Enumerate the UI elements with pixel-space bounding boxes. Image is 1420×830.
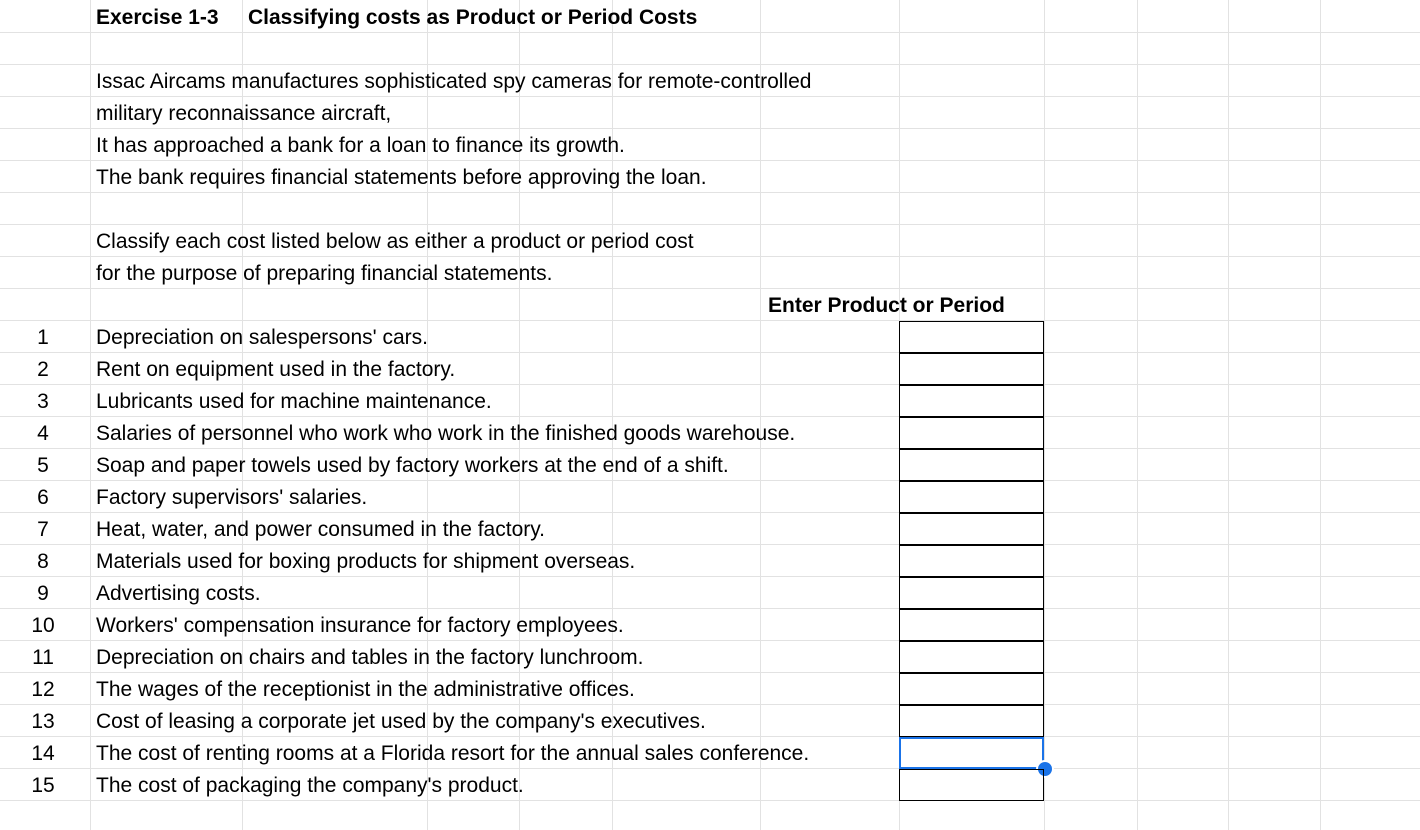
answer-cell[interactable] <box>899 769 1044 801</box>
row-gridline <box>0 64 1420 65</box>
answer-column-header: Enter Product or Period <box>768 294 1005 317</box>
answer-cell[interactable] <box>899 641 1044 673</box>
answer-cell[interactable] <box>899 705 1044 737</box>
cost-item-text: Salaries of personnel who work who work in the finished goods warehouse. <box>96 422 796 445</box>
cost-item-text: The cost of packaging the company's product. <box>96 774 524 797</box>
item-number: 10 <box>31 614 55 637</box>
answer-cell[interactable] <box>899 737 1044 769</box>
answer-cell[interactable] <box>899 385 1044 417</box>
item-number: 6 <box>37 486 49 509</box>
item-number: 1 <box>37 326 49 349</box>
answer-cell[interactable] <box>899 577 1044 609</box>
column-gridline <box>90 0 91 830</box>
item-number: 9 <box>37 582 49 605</box>
column-gridline <box>1137 0 1138 830</box>
answer-cell[interactable] <box>899 609 1044 641</box>
cost-item-text: Depreciation on chairs and tables in the factory lunchroom. <box>96 646 644 669</box>
cost-item-text: Soap and paper towels used by factory workers at the end of a shift. <box>96 454 729 477</box>
answer-cell[interactable] <box>899 513 1044 545</box>
column-gridline <box>1320 0 1321 830</box>
cost-item-text: Advertising costs. <box>96 582 261 605</box>
cost-item-text: Materials used for boxing products for shipment overseas. <box>96 550 636 573</box>
cost-item-text: The wages of the receptionist in the administrative offices. <box>96 678 635 701</box>
intro-line: Issac Aircams manufactures sophisticated spy cameras for remote-controlled <box>96 70 812 93</box>
item-number: 8 <box>37 550 49 573</box>
intro-line: It has approached a bank for a loan to finance its growth. <box>96 134 625 157</box>
answer-cell[interactable] <box>899 417 1044 449</box>
item-number: 15 <box>31 774 55 797</box>
row-gridline <box>0 320 1420 321</box>
column-gridline <box>760 0 761 830</box>
answer-cell[interactable] <box>899 545 1044 577</box>
item-number: 7 <box>37 518 49 541</box>
cost-item-text: Heat, water, and power consumed in the factory. <box>96 518 546 541</box>
cost-item-text: Lubricants used for machine maintenance. <box>96 390 492 413</box>
cost-item-text: Factory supervisors' salaries. <box>96 486 368 509</box>
item-number: 12 <box>31 678 55 701</box>
cost-item-text: Workers' compensation insurance for factory employees. <box>96 614 624 637</box>
answer-cell[interactable] <box>899 481 1044 513</box>
intro-line: military reconnaissance aircraft, <box>96 102 392 125</box>
intro-line: The bank requires financial statements before approving the loan. <box>96 166 707 189</box>
instruction-line: for the purpose of preparing financial statements. <box>96 262 553 285</box>
answer-cell[interactable] <box>899 321 1044 353</box>
cost-item-text: Depreciation on salespersons' cars. <box>96 326 429 349</box>
item-number: 14 <box>31 742 55 765</box>
item-number: 3 <box>37 390 49 413</box>
answer-cell[interactable] <box>899 449 1044 481</box>
cost-item-text: Cost of leasing a corporate jet used by the company's executives. <box>96 710 706 733</box>
exercise-number: Exercise 1-3 <box>96 6 219 29</box>
instruction-line: Classify each cost listed below as either a product or period cost <box>96 230 694 253</box>
answer-cell[interactable] <box>899 353 1044 385</box>
answer-cell[interactable] <box>899 673 1044 705</box>
item-number: 13 <box>31 710 55 733</box>
row-gridline <box>0 224 1420 225</box>
page-title: Classifying costs as Product or Period Costs <box>248 6 698 29</box>
item-number: 11 <box>32 646 54 669</box>
column-gridline <box>1044 0 1045 830</box>
item-number: 4 <box>37 422 49 445</box>
cost-item-text: The cost of renting rooms at a Florida resort for the annual sales conference. <box>96 742 810 765</box>
cost-item-text: Rent on equipment used in the factory. <box>96 358 456 381</box>
item-number: 2 <box>37 358 49 381</box>
column-gridline <box>1228 0 1229 830</box>
item-number: 5 <box>37 454 49 477</box>
